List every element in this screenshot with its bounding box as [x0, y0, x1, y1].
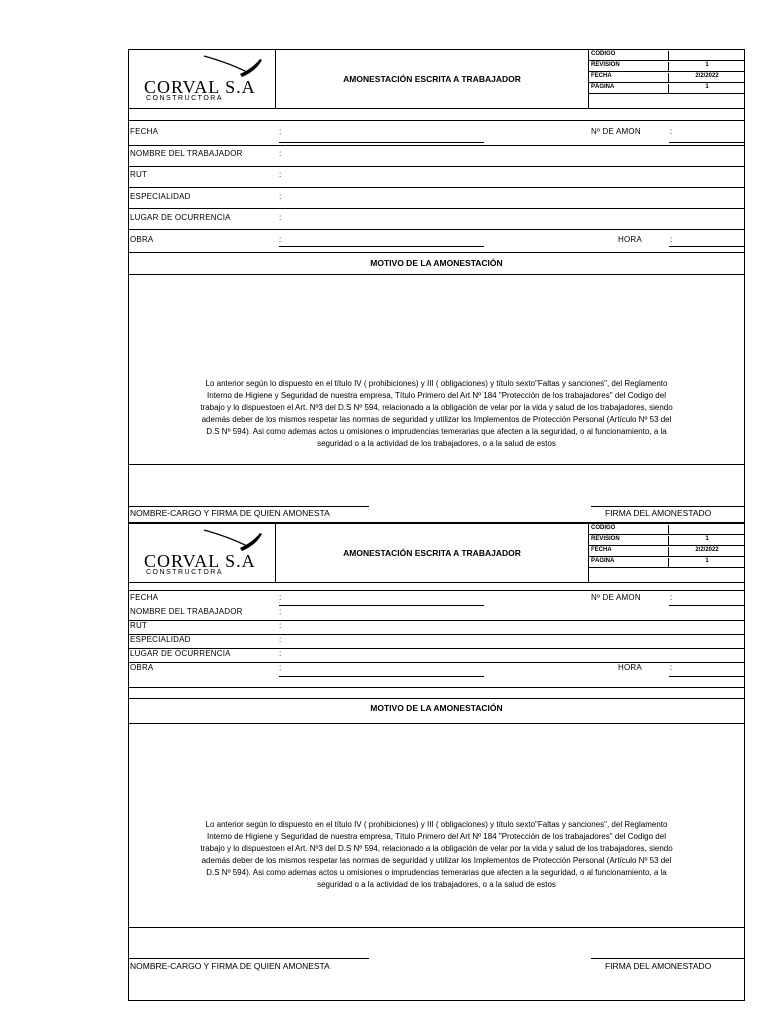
logo-swoosh-icon	[129, 50, 276, 80]
motivo-text-area[interactable]	[129, 724, 744, 824]
colon: :	[279, 607, 282, 616]
legal-line: además deber de los mismos respetar las normas de seguridad y utilizar los Implementos de Protección Personal (Artículo Nº 53 del	[201, 415, 672, 424]
divider	[129, 108, 744, 109]
meta-row-revision	[589, 61, 744, 72]
label-especialidad: ESPECIALIDAD	[130, 192, 191, 201]
obra-field-line[interactable]	[279, 246, 484, 247]
colon: :	[279, 663, 282, 672]
colon: :	[279, 235, 282, 244]
legal-line: trabajo y lo dispuestoen el Art. Nº3 del D.S Nº 594, relacionado a la obligación de velar por la vida y salud de los trabajadores, siendo	[200, 844, 673, 853]
meta-value	[668, 525, 745, 535]
legal-text	[133, 378, 740, 450]
label-num-amon: Nº DE AMON	[591, 593, 641, 602]
meta-label: CODIGO	[591, 51, 616, 57]
legal-line: D.S Nº 594). Asi como ademas actos u omisiones o imprudencias temerarias que afecten a la seguridad, o al funcionamiento, a la	[206, 427, 667, 436]
meta-row-pagina	[589, 83, 744, 94]
hora-field-line[interactable]	[669, 676, 744, 677]
meta-label: REVISIÓN	[591, 62, 620, 68]
label-rut: RUT	[130, 170, 148, 179]
meta-value: 1	[668, 84, 745, 94]
legal-line: seguridad o a la actividad de los trabajadores, o a la salud de estos	[317, 439, 556, 448]
meta-label: CODIGO	[591, 525, 616, 531]
label-hora: HORA	[618, 235, 642, 244]
colon: :	[279, 170, 282, 179]
legal-line: Interno de Higiene y Seguridad de nuestra empresa, Título Primero del Art Nº 184 "Protección de los trabajadores" del Codigo del	[207, 832, 666, 841]
meta-value: 1	[668, 558, 745, 568]
colon: :	[279, 649, 282, 658]
divider	[129, 582, 744, 583]
legal-line: Lo anterior según lo dispuesto en el título IV ( prohibiciones) y III ( obligaciones) y título sexto"Faltas y sanciones", del Reglamento	[205, 379, 668, 388]
motivo-text-area[interactable]	[129, 275, 744, 375]
meta-row-codigo	[589, 50, 744, 61]
legal-line: Lo anterior según lo dispuesto en el título IV ( prohibiciones) y III ( obligaciones) y título sexto"Faltas y sanciones", del Reglamento	[205, 820, 668, 829]
meta-row-fecha	[589, 72, 744, 83]
company-name: CORVAL S.A	[144, 551, 256, 571]
colon: :	[670, 593, 673, 602]
divider	[129, 464, 744, 465]
meta-row-revision	[589, 535, 744, 546]
colon: :	[670, 127, 673, 136]
label-nombre: NOMBRE DEL TRABAJADOR	[130, 149, 243, 158]
meta-label: PÁGINA	[591, 84, 615, 90]
colon: :	[279, 213, 282, 222]
signature-line-amonesta[interactable]	[129, 958, 369, 959]
meta-table	[589, 50, 744, 108]
meta-value: 2/2/2022	[668, 547, 745, 557]
label-lugar: LUGAR DE OCURRENCIA	[130, 649, 231, 658]
num-amon-field-line[interactable]	[669, 605, 744, 606]
divider	[129, 229, 744, 230]
fecha-field-line[interactable]	[279, 605, 484, 606]
motivo-header: MOTIVO DE LA AMONESTACIÓN	[370, 258, 503, 268]
obra-field-line[interactable]	[279, 676, 484, 677]
divider	[129, 590, 744, 591]
signature-label-amonestado: FIRMA DEL AMONESTADO	[605, 508, 712, 518]
label-rut: RUT	[130, 621, 148, 630]
divider	[129, 145, 744, 146]
logo-swoosh-icon	[129, 524, 276, 554]
meta-label: FECHA	[591, 547, 612, 553]
company-subtitle: CONSTRUCTORA	[146, 569, 223, 576]
label-hora: HORA	[618, 663, 642, 672]
legal-line: Interno de Higiene y Seguridad de nuestra empresa, Título Primero del Art Nº 184 "Protección de los trabajadores" del Codigo del	[207, 391, 666, 400]
signature-line-amonestado[interactable]	[591, 506, 744, 507]
legal-line: seguridad o a la actividad de los trabajadores, o a la salud de estos	[317, 880, 556, 889]
legal-line: además deber de los mismos respetar las normas de seguridad y utilizar los Implementos de Protección Personal (Artículo Nº 53 del	[201, 856, 672, 865]
divider	[129, 166, 744, 167]
signature-label-amonestado: FIRMA DEL AMONESTADO	[605, 961, 712, 971]
label-num-amon: Nº DE AMON	[591, 127, 641, 136]
colon: :	[279, 593, 282, 602]
form-header	[129, 524, 744, 582]
label-lugar: LUGAR DE OCURRENCIA	[130, 213, 231, 222]
form-title: AMONESTACIÓN ESCRITA A TRABAJADOR	[276, 524, 589, 582]
divider	[129, 208, 744, 209]
legal-text	[133, 819, 740, 891]
legal-line: D.S Nº 594). Asi como ademas actos u omisiones o imprudencias temerarias que afecten a la seguridad, o al funcionamiento, a la	[206, 868, 667, 877]
fecha-field-line[interactable]	[279, 142, 484, 143]
legal-line: trabajo y lo dispuestoen el Art. Nº3 del D.S Nº 594, relacionado a la obligación de velar por la vida y salud de los trabajadores, siendo	[200, 403, 673, 412]
colon: :	[279, 127, 282, 136]
meta-row-fecha	[589, 546, 744, 557]
motivo-header: MOTIVO DE LA AMONESTACIÓN	[370, 703, 503, 713]
colon: :	[670, 663, 673, 672]
meta-value	[668, 51, 745, 61]
divider	[129, 634, 744, 635]
meta-value: 2/2/2022	[668, 73, 745, 83]
meta-row-pagina	[589, 557, 744, 568]
signature-label-amonesta: NOMBRE-CARGO Y FIRMA DE QUIEN AMONESTA	[130, 508, 330, 518]
form-title: AMONESTACIÓN ESCRITA A TRABAJADOR	[276, 50, 589, 108]
label-fecha: FECHA	[130, 593, 159, 602]
meta-value: 1	[668, 62, 745, 72]
meta-label: PÁGINA	[591, 558, 615, 564]
label-especialidad: ESPECIALIDAD	[130, 635, 191, 644]
meta-label: FECHA	[591, 73, 612, 79]
hora-field-line[interactable]	[669, 246, 744, 247]
colon: :	[279, 149, 282, 158]
divider	[129, 687, 744, 688]
divider	[129, 927, 744, 928]
label-obra: OBRA	[130, 235, 154, 244]
warning-form-1	[128, 49, 745, 523]
company-logo	[129, 50, 276, 108]
divider	[129, 662, 744, 663]
company-name: CORVAL S.A	[144, 77, 256, 97]
warning-form-2	[128, 523, 745, 1001]
label-fecha: FECHA	[130, 127, 159, 136]
label-obra: OBRA	[130, 663, 154, 672]
meta-value: 1	[668, 536, 745, 546]
colon: :	[279, 621, 282, 630]
label-nombre: NOMBRE DEL TRABAJADOR	[130, 607, 243, 616]
signature-line-amonesta[interactable]	[129, 506, 369, 507]
divider	[129, 698, 744, 699]
signature-line-amonestado[interactable]	[591, 958, 744, 959]
signature-label-amonesta: NOMBRE-CARGO Y FIRMA DE QUIEN AMONESTA	[130, 961, 330, 971]
meta-label: REVISIÓN	[591, 536, 620, 542]
divider	[129, 620, 744, 621]
company-subtitle: CONSTRUCTORA	[146, 95, 223, 102]
colon: :	[670, 235, 673, 244]
divider	[129, 187, 744, 188]
meta-row-codigo	[589, 524, 744, 535]
form-header	[129, 50, 744, 108]
num-amon-field-line[interactable]	[669, 142, 744, 143]
divider	[129, 120, 744, 121]
meta-table	[589, 524, 744, 582]
colon: :	[279, 635, 282, 644]
company-logo	[129, 524, 276, 582]
colon: :	[279, 192, 282, 201]
divider	[129, 252, 744, 253]
